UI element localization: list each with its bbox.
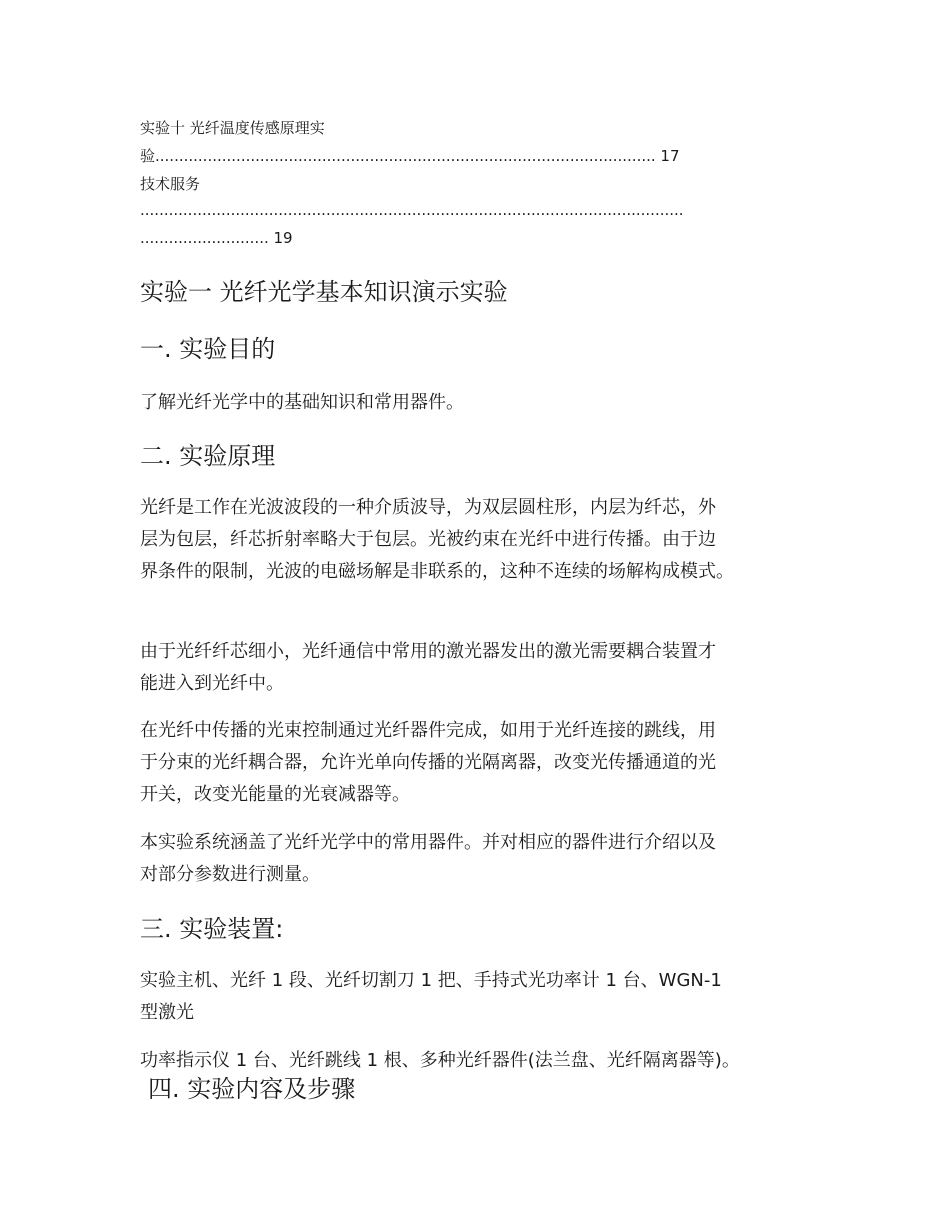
paragraph-line: 界条件的限制，光波的电磁场解是非联系的，这种不连续的场解构成模式。 [140,561,734,582]
toc-entry-service-label[interactable]: 技术服务 [140,175,201,193]
section-2-paragraph-1 [140,492,830,588]
section-2-paragraph-3 [140,715,830,811]
section-3-heading: 三. 实验装置: [140,915,284,943]
paragraph-line: 由于光纤纤芯细小，光纤通信中常用的激光器发出的激光需要耦合装置才 [140,641,716,662]
toc-entry-service-dots[interactable]: .................................................................................................................. [140,201,684,219]
section-4-heading: 四. 实验内容及步骤 [148,1075,356,1103]
paragraph-line: 了解光纤光学中的基础知识和常用器件。 [140,392,464,413]
section-2-heading: 二. 实验原理 [140,442,276,470]
section-2-paragraph-2 [140,636,830,700]
paragraph-line: 能进入到光纤中。 [140,673,284,694]
paragraph-line: 层为包层，纤芯折射率略大于包层。光被约束在光纤中进行传播。由于边 [140,529,716,550]
section-1-text [140,387,830,419]
experiment-title: 实验一 光纤光学基本知识演示实验 [140,278,508,306]
paragraph-line: 于分束的光纤耦合器，允许光单向传播的光隔离器，改变光传播通道的光 [140,752,716,773]
section-3-paragraph-1 [140,965,830,1029]
paragraph-line: 开关，改变光能量的光衰减器等。 [140,784,410,805]
paragraph-line: 在光纤中传播的光束控制通过光纤器件完成，如用于光纤连接的跳线，用 [140,720,716,741]
paragraph-line: 光纤是工作在光波波段的一种介质波导，为双层圆柱形，内层为纤芯，外 [140,497,716,518]
paragraph-line: 本实验系统涵盖了光纤光学中的常用器件。并对相应的器件进行介绍以及 [140,832,716,853]
section-2-paragraph-4 [140,827,830,891]
paragraph-line: 对部分参数进行测量。 [140,864,320,885]
toc-entry-10-line1[interactable]: 实验十 光纤温度传感原理实 [140,119,325,137]
toc-entry-10-line2[interactable]: 验......................................................................................................... 17 [140,147,680,165]
paragraph-line: 型激光 [140,1002,194,1023]
toc-entry-service-dots-page[interactable]: ........................... 19 [140,229,293,247]
paragraph-line: 功率指示仪 1 台、光纤跳线 1 根、多种光纤器件(法兰盘、光纤隔离器等)。 [140,1050,740,1071]
paragraph-line: 实验主机、光纤 1 段、光纤切割刀 1 把、手持式光功率计 1 台、WGN-1 [140,970,722,991]
section-1-heading: 一. 实验目的 [140,335,276,363]
